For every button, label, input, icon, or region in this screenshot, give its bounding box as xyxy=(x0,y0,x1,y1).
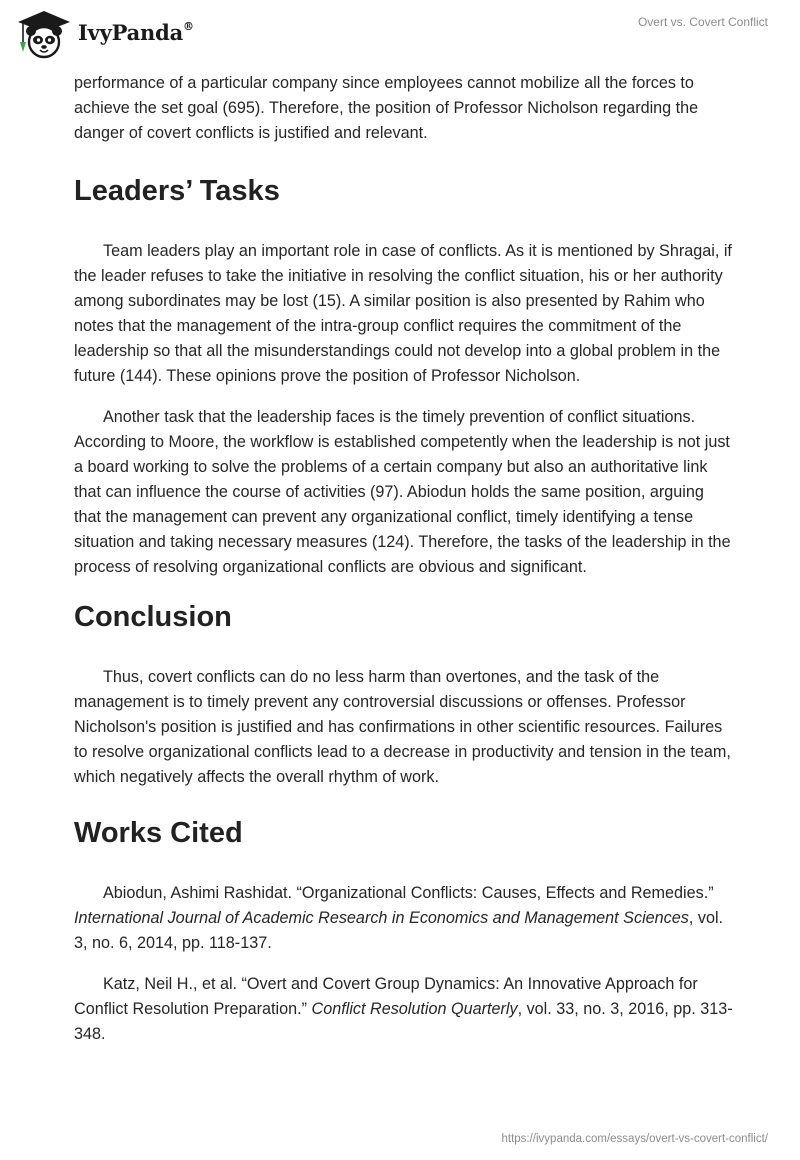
source-url-link[interactable]: https://ivypanda.com/essays/overt-vs-covert-conflict/ xyxy=(501,1133,768,1145)
paragraph-leaders-2: Another task that the leadership faces is the timely prevention of conflict situations. According to Moore, the workflow is established competently when the leadership is not just a board working to solve the problems of a certain company but also an authoritative link that can influence the course of activities (97). Abiodun holds the same position, arguing that the management can prevent any organizational conflict, timely identifying a tense situation and taking necessary measures (124). Therefore, the tasks of the leadership in the process of resolving organizational conflicts are obvious and significant. xyxy=(74,408,731,576)
citation-journal-title: International Journal of Academic Research in Economics and Management Sciences xyxy=(74,909,689,927)
section-heading-works-cited: Works Cited xyxy=(74,817,243,849)
intro-paragraph: performance of a particular company since employees cannot mobilize all the forces to achieve the set goal (695). Therefore, the position of Professor Nicholson regarding the danger of covert conflicts is justified and relevant. xyxy=(74,74,699,142)
essay-content xyxy=(74,70,734,1047)
section-heading-leaders-tasks: Leaders’ Tasks xyxy=(74,175,280,207)
page-header xyxy=(0,0,800,70)
paragraph-leaders-1: Team leaders play an important role in case of conflicts. As it is mentioned by Shragai, if the leader refuses to take the initiative in resolving the conflict situation, his or her authority among subordinates may be lost (15). A similar position is also presented by Rahim who notes that the management of the intra-group conflict requires the commitment of the leadership so that all the misunderstandings could not develop into a global problem in the future (144). These opinions prove the position of Professor Nicholson. xyxy=(74,242,732,385)
ivypanda-logo[interactable] xyxy=(14,8,204,60)
section-heading-conclusion: Conclusion xyxy=(74,601,232,633)
citation-entry: Katz, Neil H., et al. “Overt and Covert Group Dynamics: An Innovative Approach for Conflict Resolution Preparation.” Conflict Resolution Quarterly, vol. 33, no. 3, 2016, pp. 313-348. xyxy=(74,975,733,1043)
paragraph-conclusion: Thus, covert conflicts can do no less harm than overtones, and the task of the management is to timely prevent any controversial discussions or offenses. Professor Nicholson's position is justified and has confirmations in other scientific resources. Failures to resolve organizational conflicts lead to a decrease in productivity and tension in the team, which negatively affects the overall rhythm of work. xyxy=(74,668,731,786)
citation-journal-title: Conflict Resolution Quarterly xyxy=(311,1000,518,1018)
citation-entry: Abiodun, Ashimi Rashidat. “Organizational Conflicts: Causes, Effects and Remedies.” International Journal of Academic Research in Economics and Management Sciences, vol. 3, no. 6, 2014, pp. 118-137. xyxy=(74,884,724,952)
panda-graduate-icon xyxy=(14,8,74,60)
brand-name: IvyPanda® xyxy=(78,20,194,45)
document-title: Overt vs. Covert Conflict xyxy=(637,15,768,29)
